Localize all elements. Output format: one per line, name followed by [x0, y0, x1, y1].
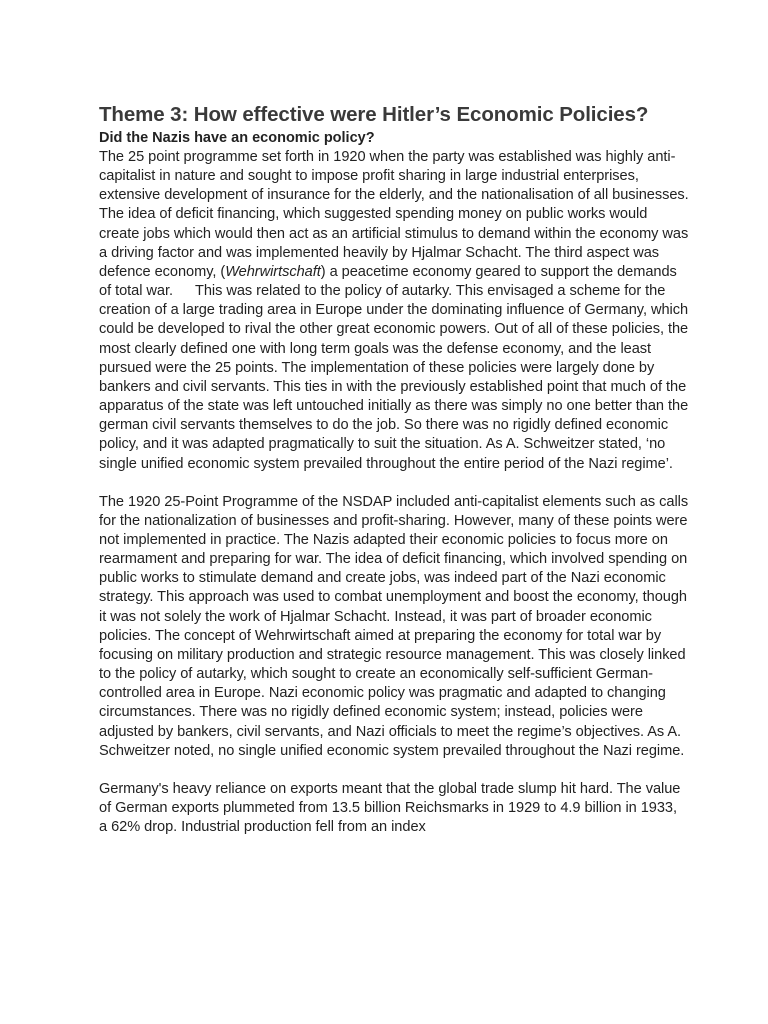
paragraph-1 — [99, 148, 689, 474]
paragraph-2: The 1920 25-Point Programme of the NSDAP included anti-capitalist elements such as calls for the nationalization of businesses and profit-sharing. However, many of these points were not implemented in practice. The Nazis adapted their economic policies to focus more on rearmament and preparing for war. The idea of deficit financing, which involved spending on public works to stimulate demand and create jobs, was indeed part of the Nazi economic strategy. This approach was used to combat unemployment and boost the economy, though it was not solely the work of Hjalmar Schacht. Instead, it was part of broader economic policies. The concept of Wehrwirtschaft aimed at preparing the economy for total war by focusing on military production and strategic resource management. This was closely linked to the policy of autarky, which sought to create an economically self-sufficient German-controlled area in Europe. Nazi economic policy was pragmatic and adapted to changing circumstances. There was no rigidly defined economic system; instead, policies were adjusted by bankers, civil servants, and Nazi officials to meet the regime’s objectives. As A. Schweitzer noted, no single unified economic system prevailed throughout the Nazi regime. — [99, 493, 689, 759]
section-subheading: Did the Nazis have an economic policy? — [99, 130, 375, 146]
paragraph-3: Germany's heavy reliance on exports meant that the global trade slump hit hard. The value of German exports plummeted from 13.5 billion Reichsmarks in 1929 to 4.9 billion in 1933, a 62% drop. Industrial production fell from an index — [99, 780, 681, 836]
paragraph-1-part-3: This was related to the policy of autarky. This envisaged a scheme for the creation of a large trading area in Europe under the dominating influence of Germany, which could be developed to rival the other great economic powers. Out of all of these policies, the most clearly defined one with long term goals was the defense economy, and the least pursued were the 25 points. The implementation of these policies were largely done by bankers and civil servants. This ties in with the previously established point that much of the apparatus of the state was left untouched initially as there was simply no one better than the german civil servants themselves to do the job. So there was no rigidly defined economic policy, and it was adapted pragmatically to suit the situation. As A. Schweitzer stated, ‘no single unified economic system prevailed throughout the entire period of the Nazi regime’. — [99, 283, 689, 472]
paragraph-1-italic-term: Wehrwirtschaft — [225, 263, 321, 280]
document-page — [99, 103, 689, 837]
paragraph-1-part-1: The 25 point programme set forth in 1920 when the party was established was highly anti-capitalist in nature and sought to impose profit sharing in large industrial enterprises, extensive development of insurance for the elderly, and the nationalisation of all businesses. The idea of deficit financing, which suggested spending money on public works would create jobs which would then act as an artificial stimulus to demand within the economy was a driving factor and was implemented heavily by Hjalmar Schacht. The third aspect was defence economy, ( — [99, 149, 689, 280]
paragraph-1-part-2: ) a peacetime economy geared to support the demands of total war. — [99, 263, 677, 300]
document-title: Theme 3: How effective were Hitler’s Economic Policies? — [99, 103, 649, 126]
